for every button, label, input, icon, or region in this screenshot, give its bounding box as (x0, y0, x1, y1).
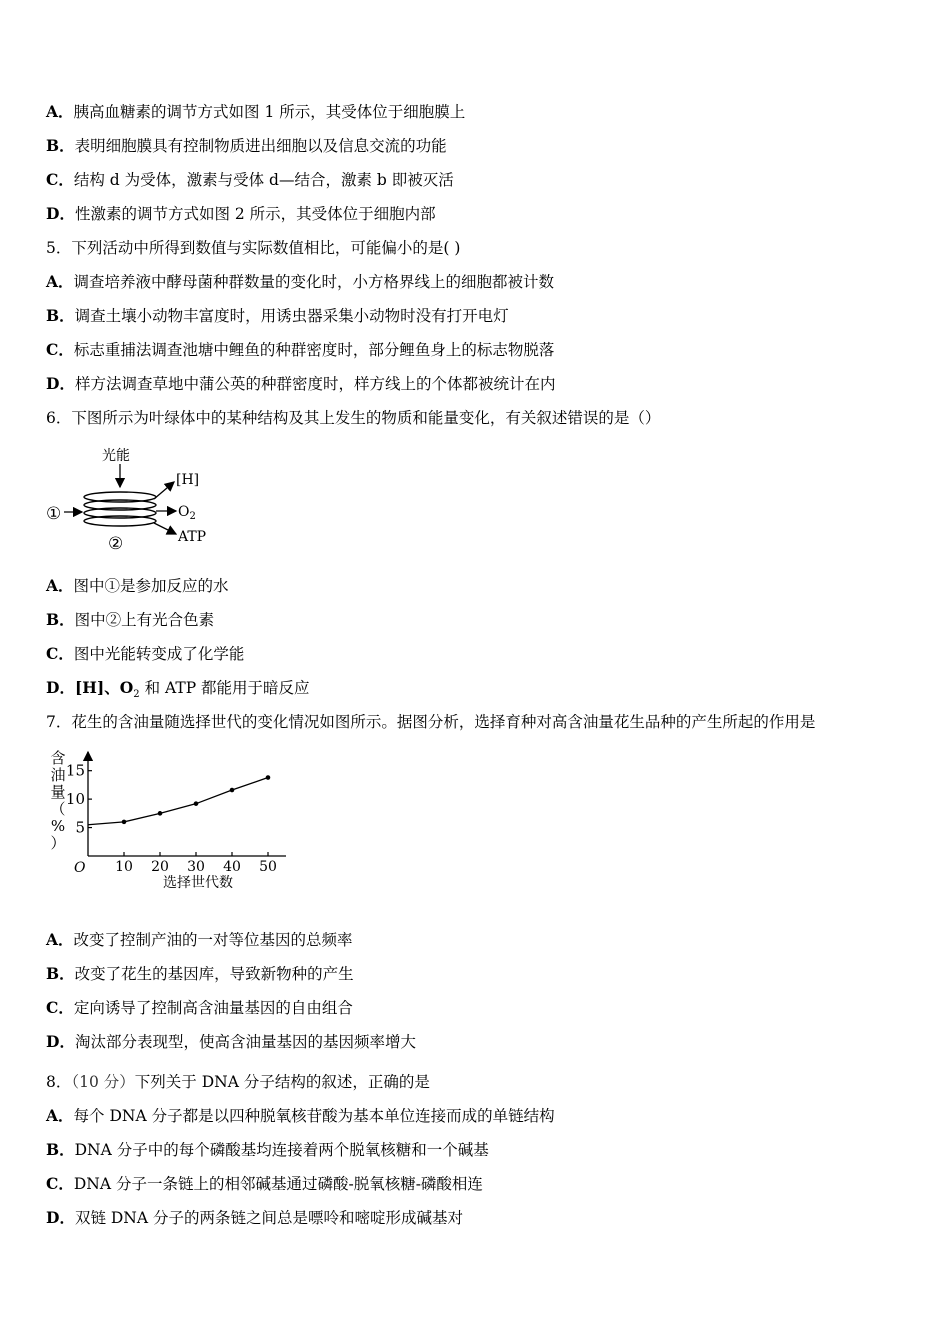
y-tick-label: 15 (65, 761, 85, 780)
marker-1: ① (46, 504, 62, 524)
q7-option-b: B．改变了花生的基因库，导致新物种的产生 (46, 964, 354, 983)
q6-stem: 6．下图所示为叶绿体中的某种结构及其上发生的物质和能量变化，有关叙述错误的是（） (46, 409, 661, 427)
h-arrow (154, 482, 174, 499)
x-tick-label: 20 (151, 859, 169, 875)
marker-2: ② (108, 534, 124, 554)
x-tick-label: 50 (259, 859, 277, 875)
y-axis-label-char: 油 (50, 766, 66, 784)
q5-option-d: D．样方法调查草地中蒲公英的种群密度时，样方线上的个体都被统计在内 (46, 374, 556, 393)
thylakoid-stack (84, 492, 156, 526)
x-axis-label: 选择世代数 (163, 875, 233, 891)
q5-option-c: C．标志重捕法调查池塘中鲤鱼的种群密度时，部分鲤鱼身上的标志物脱落 (46, 340, 555, 359)
data-point (230, 788, 235, 793)
q5-option-a: A．调查培养液中酵母菌种群数量的变化时，小方格界线上的细胞都被计数 (46, 272, 555, 291)
light-energy-label: 光能 (102, 448, 130, 464)
y-axis-label-char: % (50, 817, 66, 835)
atp-arrow (154, 523, 176, 534)
origin-label: O (74, 860, 86, 876)
o2-label: $O_2$ (178, 504, 196, 522)
q8-option-c: C．DNA 分子一条链上的相邻碱基通过磷酸-脱氧核糖-磷酸相连 (46, 1174, 483, 1193)
q4-option-c: C．结构 d 为受体，激素与受体 d—结合，激素 b 即被灭活 (46, 170, 454, 189)
q6-option-c: C．图中光能转变成了化学能 (46, 644, 245, 663)
atp-label: ATP (178, 529, 207, 545)
q4-option-d: D．性激素的调节方式如图 2 所示，其受体位于细胞内部 (46, 204, 436, 223)
q6-option-b: B．图中②上有光合色素 (46, 610, 215, 629)
y-axis-label-char: （ (50, 800, 66, 818)
y-tick-label: 10 (65, 790, 85, 809)
q7-stem: 7．花生的含油量随选择世代的变化情况如图所示。据图分析，选择育种对高含油量花生品种的产生所起的作用是 (46, 713, 816, 731)
h-label: [H] (176, 472, 200, 488)
x-tick-label: 10 (115, 859, 133, 875)
q8-option-d: D．双链 DNA 分子的两条链之间总是嘌呤和嘧啶形成碱基对 (46, 1208, 463, 1227)
q8-stem: 8．（10 分）下列关于 DNA 分子结构的叙述，正确的是 (46, 1073, 430, 1091)
y-axis-label-char: 含 (50, 749, 66, 767)
oil-content-line (88, 778, 268, 825)
q8-option-b: B．DNA 分子中的每个磷酸基均连接着两个脱氧核糖和一个碱基 (46, 1140, 489, 1159)
data-point (266, 775, 271, 780)
q4-option-b: B．表明细胞膜具有控制物质进出细胞以及信息交流的功能 (46, 136, 447, 155)
y-axis-label-char: ） (50, 834, 66, 852)
q7-option-c: C．定向诱导了控制高含油量基因的自由组合 (46, 998, 353, 1017)
data-point (194, 801, 199, 806)
thylakoid-diagram (44, 442, 234, 558)
q6-option-a: A．图中①是参加反应的水 (46, 576, 229, 595)
q6-option-d: D．[H]、$O_2$ 和 ATP 都能用于暗反应 (46, 678, 310, 701)
y-tick-label: 5 (75, 818, 85, 837)
q7-option-a: A．改变了控制产油的一对等位基因的总频率 (46, 930, 353, 949)
y-axis-label-char: 量 (50, 783, 66, 801)
oil-content-chart (44, 748, 294, 894)
x-tick-label: 40 (223, 859, 241, 875)
x-tick-label: 30 (187, 859, 205, 875)
q5-option-b: B．调查土壤小动物丰富度时，用诱虫器采集小动物时没有打开电灯 (46, 306, 509, 325)
q5-stem: 5．下列活动中所得到数值与实际数值相比，可能偏小的是( ) (46, 239, 461, 257)
q8-option-a: A．每个 DNA 分子都是以四种脱氧核苷酸为基本单位连接而成的单链结构 (46, 1106, 555, 1125)
y-axis-label (50, 749, 65, 852)
q4-option-a: A．胰高血糖素的调节方式如图 1 所示，其受体位于细胞膜上 (46, 102, 466, 121)
data-point (158, 811, 163, 816)
data-point (122, 820, 127, 825)
q7-option-d: D．淘汰部分表现型，使高含油量基因的基因频率增大 (46, 1032, 416, 1051)
